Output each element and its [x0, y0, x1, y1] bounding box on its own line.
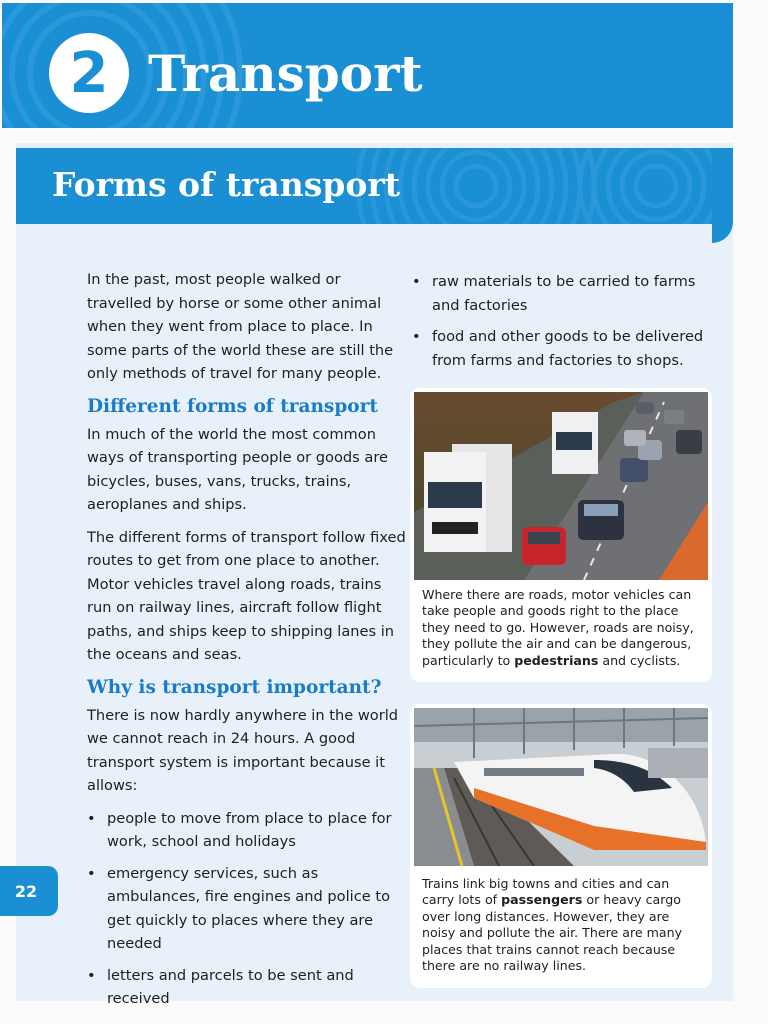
why-important-heading: Why is transport important? [87, 676, 382, 698]
list-item-text: letters and parcels to be sent and received [107, 966, 354, 1007]
list-item [87, 964, 407, 1011]
bullet-icon: • [87, 864, 96, 882]
list-item-text: people to move from place to place for work, school and holidays [107, 809, 392, 850]
list-item [412, 325, 712, 372]
list-item-text: food and other goods to be delivered from farms and factories to shops. [432, 328, 704, 369]
caption-text: Where there are roads, motor vehicles can take people and goods right to the place they need to go. However, roads are noisy, they pollute the air and can be dangerous, particularly to [422, 587, 694, 668]
reasons-list [87, 807, 407, 1011]
section-header [16, 148, 712, 224]
high-speed-train-photo-icon [414, 708, 708, 866]
why-important-paragraph: There is now hardly anywhere in the world we cannot reach in 24 hours. A good transport system is important because it allows: [87, 706, 399, 794]
glossary-term: passengers [501, 892, 583, 908]
different-forms-paragraph-1: In much of the world the most common ways of transporting people or goods are bicycles, buses, vans, trucks, trains, aeroplanes and ships. [87, 425, 389, 513]
caption-text: Trains link big towns and cities and can carry lots of [422, 876, 670, 908]
bullet-icon: • [412, 328, 421, 345]
chapter-header [2, 3, 733, 128]
intro-paragraph: In the past, most people walked or travelled by horse or some other animal when they went from place to place. In some parts of the world these are still the only methods of travel for many people. [87, 271, 394, 382]
different-forms-heading: Different forms of transport [87, 395, 378, 417]
caption-text: or heavy cargo over long distances. However, they are noisy and pollute the air. There are many places that trains cannot reach because there are no railway lines. [422, 892, 683, 974]
bullet-icon: • [412, 273, 421, 290]
motorway-traffic-photo-icon [414, 392, 708, 580]
section-band-curve [712, 148, 733, 243]
page-number-tab: 22 [0, 866, 58, 916]
road-photo-card [410, 388, 712, 682]
caption-text: and cyclists. [598, 652, 681, 668]
bullet-icon: • [87, 809, 96, 827]
left-column [87, 268, 407, 1019]
reasons-list-continued [412, 270, 712, 372]
glossary-term: pedestrians [514, 652, 599, 668]
list-item-text: raw materials to be carried to farms and factories [432, 273, 696, 314]
different-forms-paragraph-2: The different forms of transport follow fixed routes to get from one place to another. Motor vehicles travel along roads, trains run on railway lines, aircraft follow flight paths, and ships keep to shipping lanes in the oceans and seas. [87, 528, 406, 663]
list-item-text: emergency services, such as ambulances, fire engines and police to get quickly to places where they are needed [107, 864, 390, 952]
list-item [87, 862, 407, 956]
chapter-number-badge: 2 [49, 33, 129, 113]
section-title: Forms of transport [52, 165, 400, 204]
list-item [412, 270, 712, 317]
chapter-title: Transport [148, 44, 423, 103]
road-photo-caption [422, 587, 706, 669]
right-column [412, 270, 712, 380]
train-photo-caption [422, 876, 704, 974]
list-item [87, 807, 407, 854]
bullet-icon: • [87, 966, 96, 984]
train-photo-card [410, 704, 712, 988]
